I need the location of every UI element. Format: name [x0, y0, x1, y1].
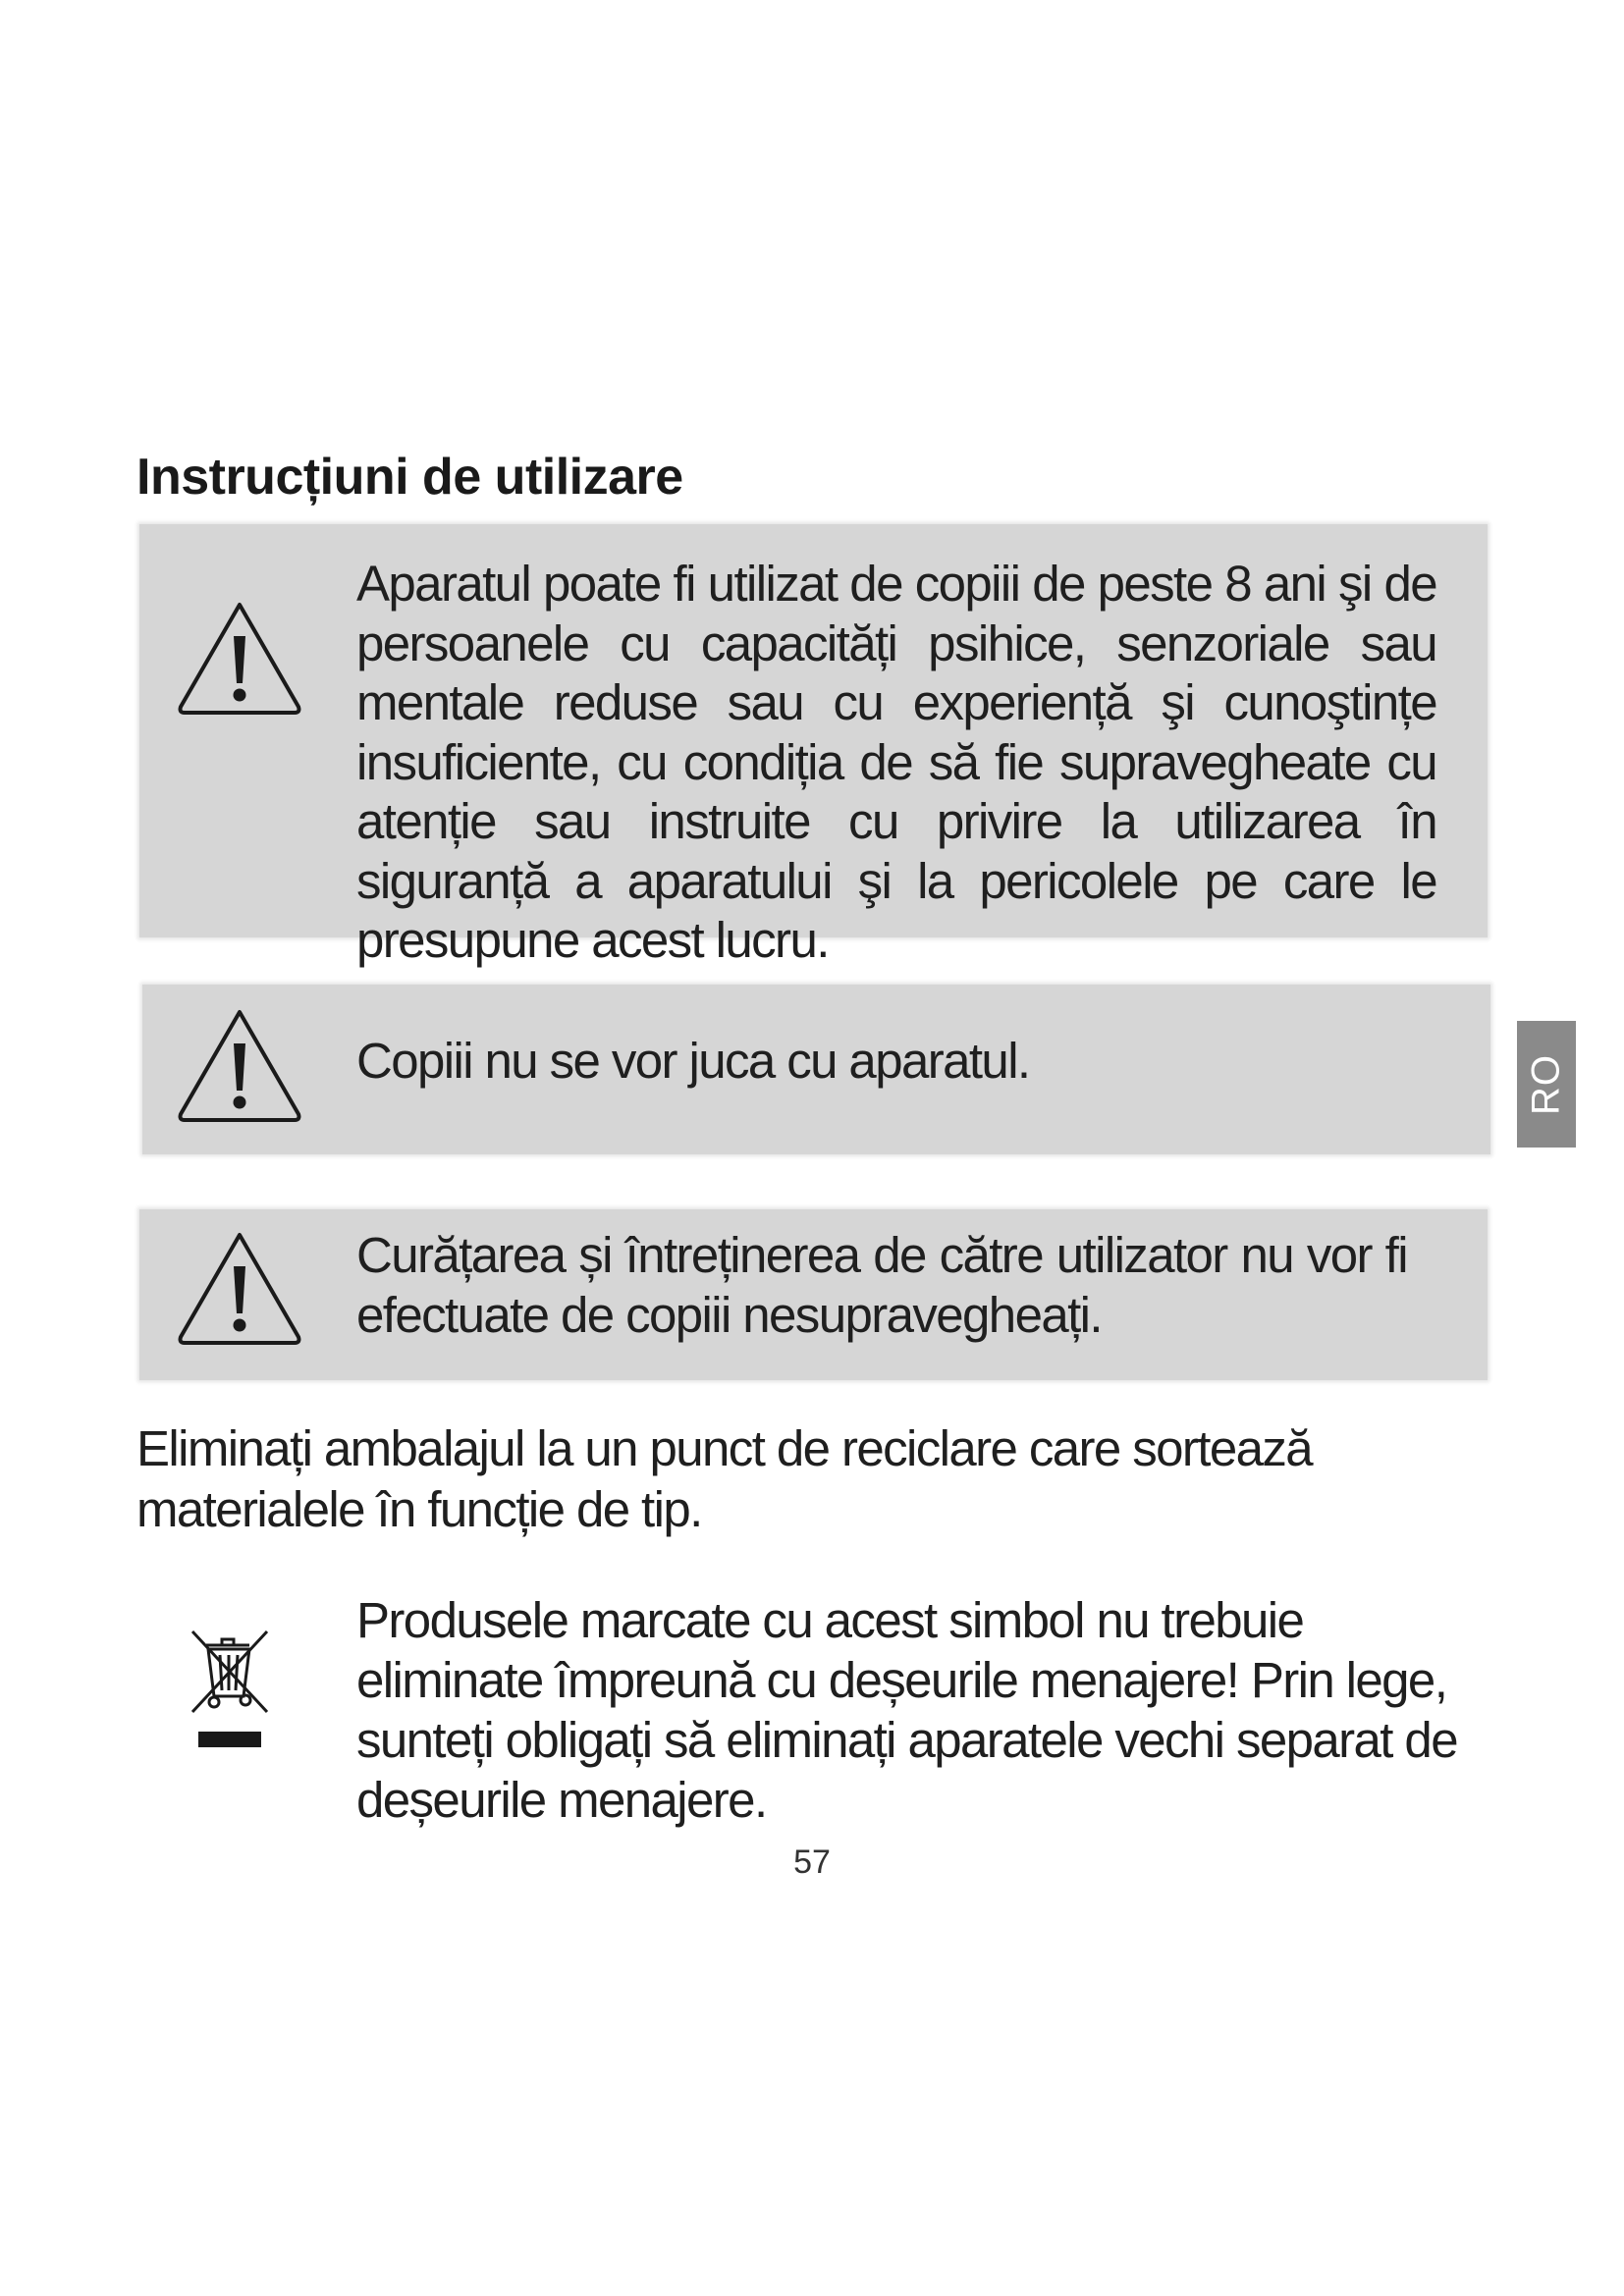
page-title: Instrucțiuni de utilizare: [136, 449, 683, 506]
disposal-text: Produsele marcate cu acest simbol nu trebuie eliminate împreună cu deșeurile menajere! Prin lege, sunteți obligați să eliminați aparatele vechi separat de deșeurile menajere.: [356, 1592, 1457, 1828]
warning-text-3: Curățarea și întreținerea de către utilizator nu vor fi efectuate de copiii nesupravegheați.: [356, 1227, 1407, 1343]
warning-box-2: [142, 985, 1490, 1154]
warning-triangle-icon: [173, 1227, 306, 1349]
language-tab-label: RO: [1524, 1053, 1568, 1115]
warning-text-1: Aparatul poate fi utilizat de copiii de peste 8 ani şi de persoanele cu capacități psihice, senzoriale sau mentale reduse sau cu experiență şi cunoştințe insuficiente, cu condiția de să fie supravegheate cu atenție sau instruite cu privire la utilizarea în siguranță a aparatului şi la pericolele pe care le presupune acest lucru.: [356, 556, 1436, 968]
warning-text-2: Copiii nu se vor juca cu aparatul.: [356, 1033, 1030, 1089]
packaging-note: Eliminați ambalajul la un punct de reciclare care sortează materialele în funcție de tip.: [136, 1420, 1313, 1537]
warning-box-1: [139, 524, 1488, 968]
page-number: 57: [793, 1843, 831, 1881]
warning-box-3: [139, 1209, 1488, 1380]
language-tab: [1517, 1021, 1576, 1148]
warning-triangle-icon: [173, 1004, 306, 1126]
warning-triangle-icon: [173, 597, 306, 719]
crossed-out-wheelie-bin-icon: [185, 1626, 275, 1755]
